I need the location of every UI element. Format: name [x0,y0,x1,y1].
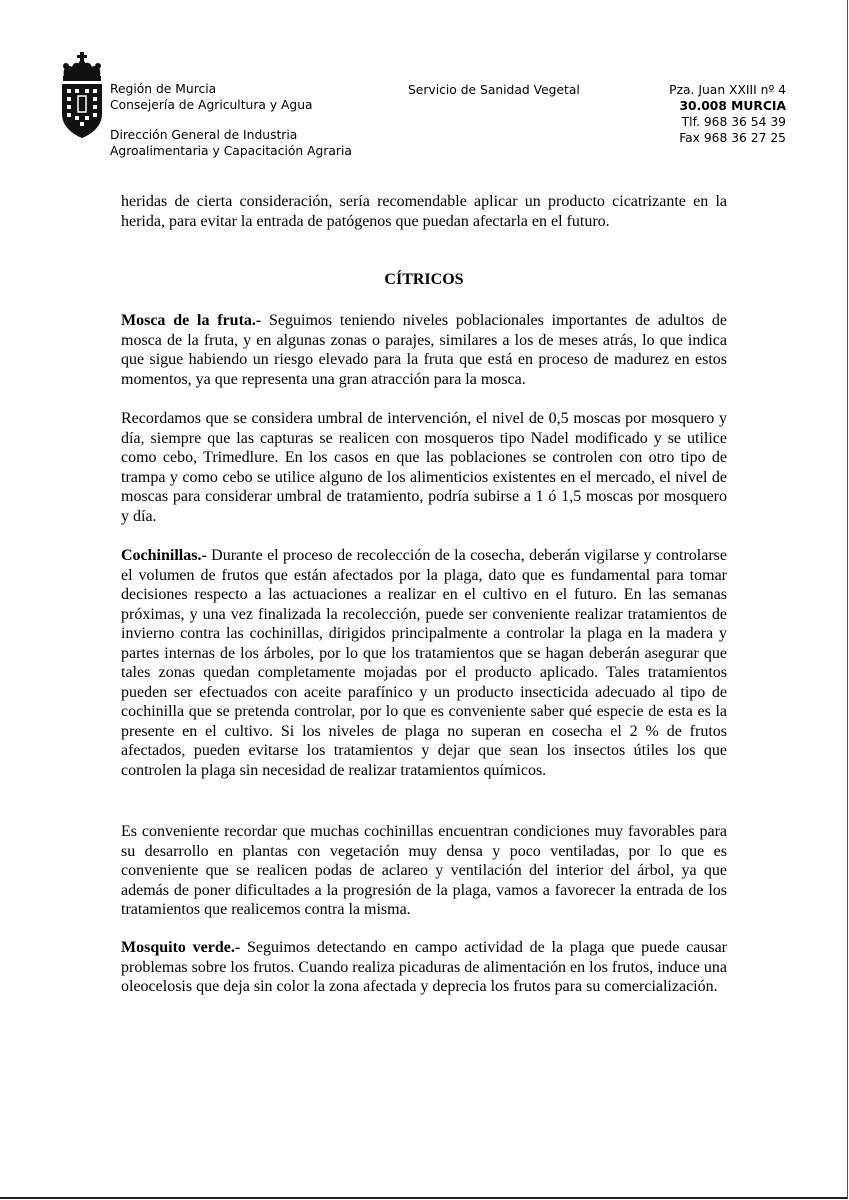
paragraph-umbral [121,409,727,526]
paragraph-text: Durante el proceso de recolección de la cosecha, deberán vigilarse y controlarse el volumen de frutos que están afectados por la plaga, dato que es fundamental para tomar decisiones respecto a las actuaciones a realizar en el cultivo en el futuro. En las semanas próximas, y una vez finalizada la recolección, puede ser conveniente realizar tratamientos de invierno contra las cochinillas, dirigidos principalmente a controlar la plaga en la madera y partes internas de los árboles, por lo que los tratamientos que se hagan deberán asegurar que tales zonas quedan completamente mojadas por el producto aplicado. Tales tratamientos pueden ser efectuados con aceite parafínico y un producto insecticida adecuado al tipo de cochinilla que se pretenda controlar, por lo que es conveniente saber qué especie de esta es la presente en el cultivo. Si los niveles de plaga no superan en cosecha el 2 % de frutos afectados, pueden evitarse los tratamientos y dejar que sean los insectos útiles los que controlen la plaga sin necesidad de realizar tratamientos químicos. [121,547,727,779]
paragraph-cochinillas-podas [121,822,727,920]
region-crest-logo [58,52,106,138]
paragraph-text: Seguimos teniendo niveles poblacionales importantes de adultos de mosca de la fruta, y en algunas zonas o parajes, similares a los de meses atrás, lo que indica que sigue habiendo un riesgo elevado para la fruta que está en proceso de madurez en estos momentos, ya que representa una gran atracción para la mosca. [121,312,728,388]
paragraph-lead: Mosca de la fruta.- [121,312,262,329]
paragraph-text: Es conveniente recordar que muchas cochinillas encuentran condiciones muy favorables para su desarrollo en plantas con vegetación muy densa y poco ventiladas, por lo que es conveniente que se realicen podas de aclareo y ventilación del interior del árbol, ya que además de poner dificultades a la progresión de la plaga, vamos a favorecer la entrada de los tratamientos que realicemos contra la misma. [121,823,727,918]
directorate-line-1: Dirección General de Industria [110,128,298,142]
paragraph-text: Seguimos detectando en campo actividad de la plaga que puede causar problemas sobre los frutos. Cuando realiza picaduras de alimentación en los frutos, induce una oleocelosis que deja sin color la zona afectada y deprecia los frutos para su comercialización. [121,939,728,995]
header-organization [110,81,352,159]
section-title: CÍTRICOS [384,271,464,288]
header-contact [640,82,786,146]
contact-city: 30.008 MURCIA [679,99,786,113]
contact-address: Pza. Juan XXIII nº 4 [669,83,786,97]
intro-paragraph [121,192,727,231]
paragraph-text: Recordamos que se considera umbral de intervención, el nivel de 0,5 moscas por mosquero y día, siempre que las capturas se realicen con mosqueros tipo Nadel modificado y se utilice como cebo, Trimedlure. En los casos en que las poblaciones se controlen con otro tipo de trampa y como cebo se utilice alguno de los alimenticios existentes en el mercado, el nivel de moscas para considerar umbral de tratamiento, podría subirse a 1 ó 1,5 moscas por mosquero y día. [121,410,727,525]
contact-phone: Tlf. 968 36 54 39 [681,115,786,129]
intro-text: heridas de cierta consideración, sería recomendable aplicar un producto cicatrizante en la herida, para evitar la entrada de patógenos que puedan afectarla en el futuro. [121,193,727,230]
paragraph-lead: Cochinillas.- [121,547,207,564]
paragraph-mosquito-verde [121,938,727,997]
department-name: Consejería de Agricultura y Agua [110,98,313,112]
contact-fax: Fax 968 36 27 25 [679,131,786,145]
paragraph-cochinillas [121,546,727,780]
region-name: Región de Murcia [110,82,217,96]
paragraph-lead: Mosquito verde.- [121,939,241,956]
directorate-line-2: Agroalimentaria y Capacitación Agraria [110,144,352,158]
header-service [408,82,580,98]
paragraph-mosca [121,311,727,389]
service-name: Servicio de Sanidad Vegetal [408,83,580,97]
